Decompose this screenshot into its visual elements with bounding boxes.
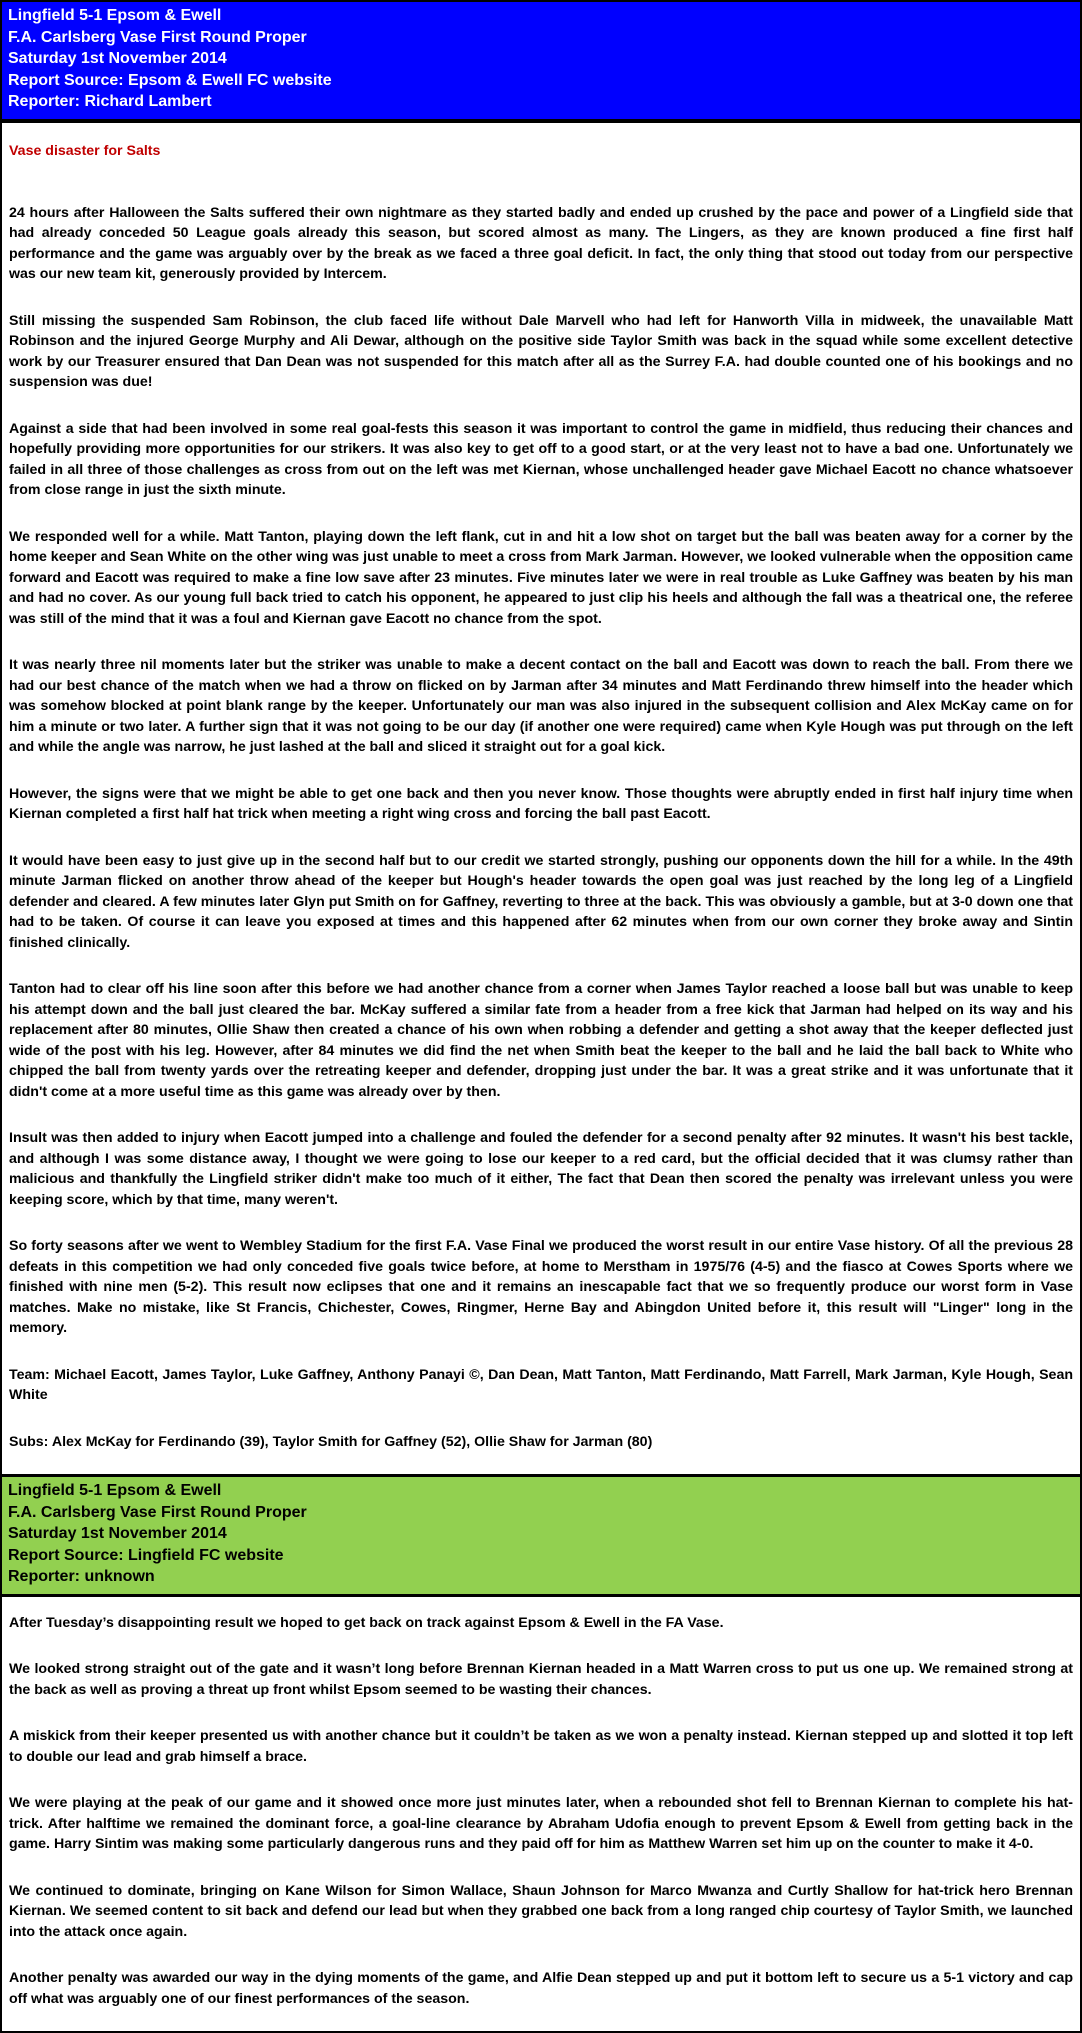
report1-paragraph: Still missing the suspended Sam Robinson, the club faced life without Dale Marvell who had left for Hanworth Villa in midweek, the unavailable Matt Robinson and the injured George Murphy and Ali Dewar, although on the positive side Taylor Smith was back in the squad while some excellent detective work by our Treasurer ensured that Dan Dean was not suspended for this match after all as the Surrey F.A. had double counted one of his bookings and no suspension was due! xyxy=(9,312,1073,390)
report1-source: Report Source: Epsom & Ewell FC website xyxy=(8,71,332,89)
report1-date: Saturday 1st November 2014 xyxy=(8,50,227,67)
report2-reporter: Reporter: unknown xyxy=(8,1568,155,1585)
report2-paragraph: A miskick from their keeper presented us with another chance but it couldn’t be taken as we won a penalty instead. Kiernan stepped up and slotted it top left to double our lead and grab himself a brace. xyxy=(9,1728,1073,1765)
report2-date: Saturday 1st November 2014 xyxy=(8,1525,227,1542)
report1-reporter: Reporter: Richard Lambert xyxy=(8,93,212,110)
report1-paragraph: Tanton had to clear off his line soon after this before we had another chance from a corner when James Taylor reached a loose ball but was unable to keep his attempt down and the ball just cleared the bar. McKay suffered a similar fate from a header from a free kick that Jarman had helped on its way and his replacement after 80 minutes, Ollie Shaw then created a chance of his own when robbing a defender and getting a shot away that the keeper deflected just wide of the post with his leg. However, after 84 minutes we did find the net when Smith beat the keeper to the ball and he laid the ball back to White who chipped the ball from twenty yards over the retreating keeper and defender, dropping just under the bar. It was a great strike and it was unfortunate that it didn't come at a more useful time as this game was already over by then. xyxy=(9,981,1073,1100)
report2-header xyxy=(2,1474,1080,1597)
report1-paragraph: Against a side that had been involved in some real goal-fests this season it was important to control the game in midfield, thus reducing their chances and hopefully providing more opportunities for our strikers. It was also key to get off to a good start, or at the very least not to have a bad one. Unfortunately we failed in all three of those challenges as cross from out on the left was met Kiernan, whose unchallenged header gave Michael Eacott no chance whatsoever from close range in just the sixth minute. xyxy=(9,420,1073,498)
report1-paragraph: Insult was then added to injury when Eacott jumped into a challenge and fouled the defender for a second penalty after 92 minutes. It wasn't his best tackle, and although I was some distance away, I thought we were going to lose our keeper to a red card, but the official decided that it was clumsy rather than malicious and thankfully the Lingfield striker didn't make too much of it either, The fact that Dean then scored the penalty was irrelevant unless you were keeping score, which by that time, many weren't. xyxy=(9,1130,1073,1208)
report2-paragraph: Another penalty was awarded our way in the dying moments of the game, and Alfie Dean stepped up and put it bottom left to secure us a 5-1 victory and cap off what was arguably one of our finest performances of the season. xyxy=(9,1970,1073,2007)
report2-paragraph: We continued to dominate, bringing on Kane Wilson for Simon Wallace, Shaun Johnson for Marco Mwanza and Curtly Shallow for hat-trick hero Brennan Kiernan. We seemed content to sit back and defend our lead but when they grabbed one back from a long ranged chip courtesy of Taylor Smith, we launched into the attack once again. xyxy=(9,1882,1073,1940)
report1-team-line: Team: Michael Eacott, James Taylor, Luke Gaffney, Anthony Panayi ©, Dan Dean, Matt Tanton, Matt Ferdinando, Matt Farrell, Mark Jarman, Kyle Hough, Sean White xyxy=(9,1366,1073,1403)
report2-paragraph: After Tuesday’s disappointing result we hoped to get back on track against Epsom & Ewell in the FA Vase. xyxy=(9,1614,724,1631)
report1-match-result: Lingfield 5-1 Epsom & Ewell xyxy=(8,7,222,24)
report1-paragraph: We responded well for a while. Matt Tanton, playing down the left flank, cut in and hit a low shot on target but the ball was beaten away for a corner by the home keeper and Sean White on the other wing was just unable to meet a cross from Mark Jarman. However, we looked vulnerable when the opposition came forward and Eacott was required to make a fine low save after 23 minutes. Five minutes later we were in real trouble as Luke Gaffney was beaten by his man and had no cover. As our young full back tried to catch his opponent, he appeared to just clip his heels and although the fall was a theatrical one, the referee was still of the mind that it was a foul and Kiernan gave Eacott no chance from the spot. xyxy=(9,528,1073,627)
report2-body xyxy=(2,1597,1080,2032)
report2-competition: F.A. Carlsberg Vase First Round Proper xyxy=(8,1503,307,1521)
report1-paragraph: So forty seasons after we went to Wembley Stadium for the first F.A. Vase Final we produced the worst result in our entire Vase history. Of all the previous 28 defeats in this competition we had only conceded five goals twice before, at home to Merstham in 1975/76 (4-5) and the fiasco at Cowes Sports where we finished with nine men (5-2). This result now eclipses that one and it remains an inescapable fact that we so frequently produce our worst form in Vase matches. Make no mistake, like St Francis, Chichester, Cowes, Ringmer, Herne Bay and Abingdon United before it, this result will "Linger" long in the memory. xyxy=(9,1238,1073,1336)
report2-paragraph: We looked strong straight out of the gate and it wasn’t long before Brennan Kiernan headed in a Matt Warren cross to put us one up. We remained strong at the back as well as proving a threat up front whilst Epsom seemed to be wasting their chances. xyxy=(9,1661,1073,1698)
report1-paragraph: It was nearly three nil moments later but the striker was unable to make a decent contact on the ball and Eacott was down to reach the ball. From there we had our best chance of the match when we had a throw on flicked on by Jarman after 34 minutes and Matt Ferdinando threw himself into the header which was somehow blocked at point blank range by the keeper. Unfortunately our man was also injured in the subsequent collision and Alex McKay came on for him a minute or two later. A further sign that it was not going to be our day (if another one were required) came when Kyle Hough was put through on the left and while the angle was narrow, he just lashed at the ball and sliced it straight out for a goal kick. xyxy=(9,657,1073,755)
report1-paragraph: However, the signs were that we might be able to get one back and then you never know. Those thoughts were abruptly ended in first half injury time when Kiernan completed a first half hat trick when meeting a right wing cross and forcing the ball past Eacott. xyxy=(9,785,1073,822)
report1-subs-line: Subs: Alex McKay for Ferdinando (39), Taylor Smith for Gaffney (52), Ollie Shaw for Jarman (80) xyxy=(9,1433,653,1450)
report1-body xyxy=(2,123,1080,1475)
report2-paragraph: We were playing at the peak of our game and it showed once more just minutes later, when a rebounded shot fell to Brennan Kiernan to complete his hat-trick. After halftime we remained the dominant force, a goal-line clearance by Abraham Udofia enough to prevent Epsom & Ewell from getting back in the game. Harry Sintim was making some particularly dangerous runs and they paid off for him as Matthew Warren set him up on the counter to make it 4-0. xyxy=(9,1795,1073,1852)
report1-headline: Vase disaster for Salts xyxy=(9,142,161,159)
report1-header xyxy=(2,2,1080,123)
report2-source: Report Source: Lingfield FC website xyxy=(8,1546,284,1564)
report1-paragraph: It would have been easy to just give up in the second half but to our credit we started strongly, pushing our opponents down the hill for a while. In the 49th minute Jarman flicked on another throw ahead of the keeper but Hough's header towards the open goal was just reached by the long leg of a Lingfield defender and cleared. A few minutes later Glyn put Smith on for Gaffney, reverting to three at the back. This was obviously a gamble, but at 3-0 down one that had to be taken. Of course it can leave you exposed at times and this happened after 62 minutes when from our own corner they broke away and Sintin finished clinically. xyxy=(9,852,1073,951)
report1-competition: F.A. Carlsberg Vase First Round Proper xyxy=(8,28,307,46)
report2-match-result: Lingfield 5-1 Epsom & Ewell xyxy=(8,1482,222,1499)
report1-paragraph: 24 hours after Halloween the Salts suffered their own nightmare as they started badly and ended up crushed by the pace and power of a Lingfield side that had already conceded 50 League goals already this season, but scored almost as many. The Lingers, as they are known produced a fine first half performance and the game was arguably over by the break as we faced a three goal deficit. In fact, the only thing that stood out today from our perspective was our new team kit, generously provided by Intercem. xyxy=(9,204,1073,282)
